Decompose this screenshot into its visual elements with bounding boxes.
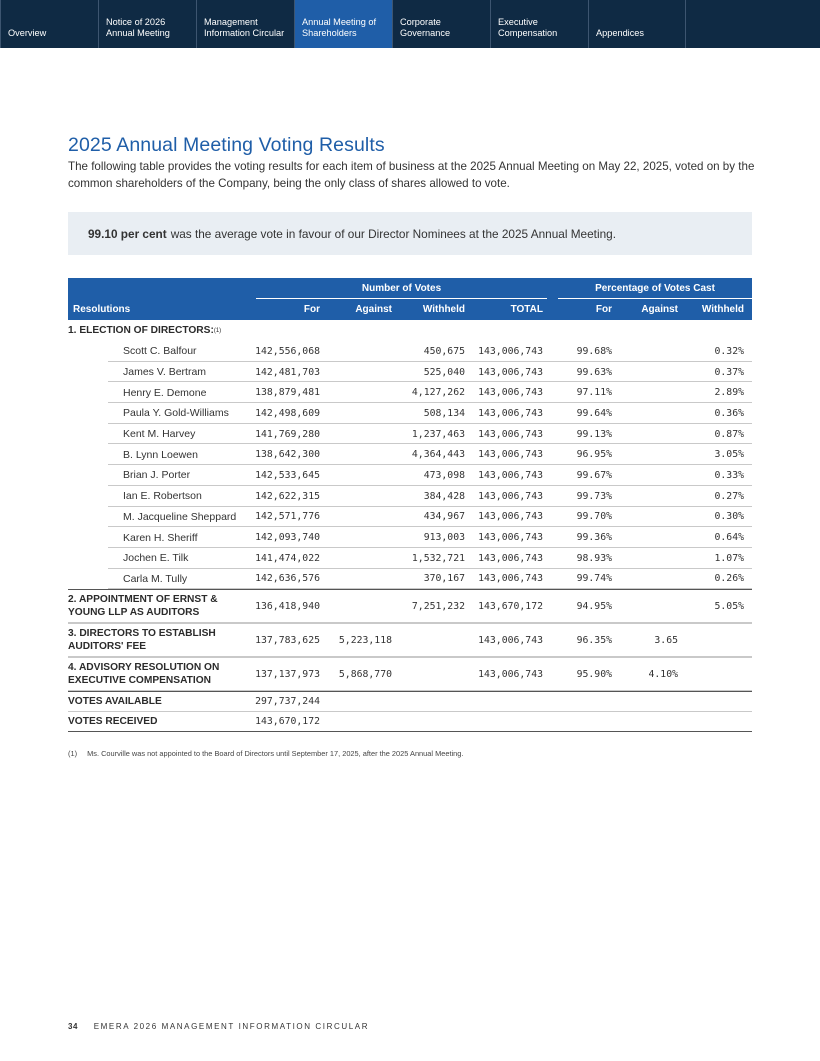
nav-tab-label: Executive Compensation [498,17,558,38]
director-rows [68,341,752,589]
director-row [68,507,752,528]
director-name: M. Jacqueline Sheppard [123,510,237,523]
pct-withheld-cell: 0.26% [714,573,744,585]
votes-total-cell: 143,006,743 [478,634,543,646]
section-election-of-directors [68,320,752,341]
nav-tab-corporate-governance[interactable] [392,0,490,48]
resolution-label: 4. ADVISORY RESOLUTION ON EXECUTIVE COMPENSATION [68,662,220,687]
votes-for-cell: 142,556,068 [255,345,320,357]
votes-available-label: VOTES AVAILABLE [68,696,162,707]
pct-for-cell: 98.93% [576,552,612,564]
footnote-ref: (1) [213,327,222,334]
pct-for-cell: 99.64% [576,407,612,419]
votes-withheld-cell: 1,532,721 [411,552,465,564]
votes-withheld-cell: 7,251,232 [411,600,465,612]
group-header-number-of-votes: Number of Votes [256,278,547,299]
nav-tab-overview[interactable] [0,0,98,48]
votes-for-cell: 137,783,625 [255,634,320,646]
director-row [68,486,752,507]
votes-for-cell: 138,642,300 [255,449,320,461]
top-navigation [0,0,820,48]
col-header-total: TOTAL [510,304,543,315]
page-footer [68,1022,369,1031]
votes-available-row [68,691,752,712]
votes-withheld-cell: 4,364,443 [411,449,465,461]
page-number: 34 [68,1022,78,1031]
votes-against-cell: 5,868,770 [338,668,392,680]
pct-withheld-cell: 1.07% [714,552,744,564]
director-name: Scott C. Balfour [123,345,197,358]
pct-for-cell: 99.67% [576,469,612,481]
nav-tab-notice[interactable] [98,0,196,48]
group-header-percentage: Percentage of Votes Cast [558,278,752,299]
nav-tab-label: Annual Meeting of Shareholders [302,17,377,38]
votes-total-cell: 143,006,743 [478,345,543,357]
resolution-label: 2. APPOINTMENT OF ERNST & YOUNG LLP AS AUDITORS [68,594,218,619]
director-row [68,341,752,362]
col-header-pct-withheld: Withheld [701,304,744,315]
director-row [68,548,752,569]
pct-for-cell: 94.95% [576,600,612,612]
pct-withheld-cell: 2.89% [714,387,744,399]
director-name: Jochen E. Tilk [123,552,189,565]
resolution-row [68,589,752,623]
col-header-for: For [303,304,320,315]
director-row [68,362,752,383]
resolution-row [68,657,752,691]
pct-for-cell: 99.74% [576,573,612,585]
nav-tab-label: Overview [8,28,47,38]
footnote-number: (1) [68,749,78,758]
pct-withheld-cell: 3.05% [714,449,744,461]
footer-document-title: EMERA 2026 MANAGEMENT INFORMATION CIRCULAR [93,1022,370,1031]
votes-received-row [68,712,752,733]
votes-total-cell: 143,006,743 [478,511,543,523]
votes-for-cell: 138,879,481 [255,387,320,399]
votes-for-cell: 142,533,645 [255,469,320,481]
callout-figure: 99.10 per cent [88,226,167,241]
pct-for-cell: 95.90% [576,668,612,680]
pct-for-cell: 99.73% [576,490,612,502]
director-row [68,444,752,465]
director-row [68,569,752,590]
director-row [68,527,752,548]
votes-received-label: VOTES RECEIVED [68,716,158,727]
votes-withheld-cell: 525,040 [423,366,465,378]
votes-available-value: 297,737,244 [255,696,320,707]
highlight-callout [68,212,752,255]
callout-text: was the average vote in favour of our Director Nominees at the 2025 Annual Meeting. [170,226,616,241]
pct-withheld-cell: 5.05% [714,600,744,612]
table-column-header [68,299,752,320]
director-name: James V. Bertram [123,366,207,379]
votes-against-cell: 5,223,118 [338,634,392,646]
votes-for-cell: 141,769,280 [255,428,320,440]
votes-withheld-cell: 1,237,463 [411,428,465,440]
votes-withheld-cell: 384,428 [423,490,465,502]
director-name: Brian J. Porter [123,469,191,482]
votes-total-cell: 143,006,743 [478,668,543,680]
director-row [68,382,752,403]
pct-for-cell: 99.63% [576,366,612,378]
pct-for-cell: 96.95% [576,449,612,461]
section-label: 1. ELECTION OF DIRECTORS: (1) [68,325,222,336]
pct-for-cell: 99.13% [576,428,612,440]
pct-withheld-cell: 0.87% [714,428,744,440]
nav-tab-label: Appendices [596,28,645,38]
votes-total-cell: 143,006,743 [478,428,543,440]
table-group-header [68,278,752,299]
nav-tab-label: Notice of 2026 Annual Meeting [106,17,170,38]
votes-withheld-cell: 913,003 [423,532,465,544]
nav-tab-label: Corporate Governance [400,17,451,38]
director-name: B. Lynn Loewen [123,448,198,461]
nav-tab-management-circular[interactable] [196,0,294,48]
nav-tab-appendices[interactable] [588,0,686,48]
votes-total-cell: 143,006,743 [478,490,543,502]
votes-total-cell: 143,006,743 [478,407,543,419]
votes-withheld-cell: 450,675 [423,345,465,357]
votes-total-cell: 143,006,743 [478,532,543,544]
votes-for-cell: 142,571,776 [255,511,320,523]
pct-withheld-cell: 0.33% [714,469,744,481]
nav-tab-label: Management Information Circular [204,17,285,38]
votes-withheld-cell: 434,967 [423,511,465,523]
votes-withheld-cell: 370,167 [423,573,465,585]
votes-withheld-cell: 4,127,262 [411,387,465,399]
resolution-row [68,623,752,657]
pct-against-cell: 3.65 [654,634,678,646]
pct-for-cell: 99.70% [576,511,612,523]
col-header-resolutions: Resolutions [73,304,131,315]
director-name: Ian E. Robertson [123,490,202,503]
intro-paragraph: The following table provides the voting results for each item of business at the 2025 Annual Meeting on May 22, 2025, voted on by the common shareholders of the Company, being the only class of shares allowed to vote. [68,160,755,190]
pct-withheld-cell: 0.30% [714,511,744,523]
votes-for-cell: 136,418,940 [255,600,320,612]
pct-withheld-cell: 0.27% [714,490,744,502]
votes-for-cell: 142,093,740 [255,532,320,544]
director-row [68,403,752,424]
votes-total-cell: 143,006,743 [478,469,543,481]
votes-total-cell: 143,006,743 [478,366,543,378]
col-header-pct-for: For [595,304,612,315]
votes-for-cell: 142,498,609 [255,407,320,419]
votes-total-cell: 143,006,743 [478,552,543,564]
votes-total-cell: 143,006,743 [478,387,543,399]
col-header-withheld: Withheld [422,304,465,315]
votes-withheld-cell: 473,098 [423,469,465,481]
pct-withheld-cell: 0.64% [714,532,744,544]
footnote [68,749,463,758]
page-title: 2025 Annual Meeting Voting Results [68,134,385,156]
votes-total-cell: 143,670,172 [478,600,543,612]
director-name: Carla M. Tully [123,572,188,585]
footnote-text: Ms. Courville was not appointed to the Board of Directors until September 17, 2025, after the 2025 Annual Meeting. [87,749,464,758]
votes-total-cell: 143,006,743 [478,449,543,461]
pct-withheld-cell: 0.32% [714,345,744,357]
col-header-pct-against: Against [641,304,678,315]
pct-for-cell: 97.11% [576,387,612,399]
votes-received-value: 143,670,172 [255,716,320,727]
nav-tab-annual-meeting[interactable] [294,0,392,48]
director-name: Karen H. Sheriff [123,531,198,544]
pct-against-cell: 4.10% [648,668,678,680]
director-row [68,465,752,486]
votes-for-cell: 142,481,703 [255,366,320,378]
pct-for-cell: 96.35% [576,634,612,646]
votes-for-cell: 141,474,022 [255,552,320,564]
nav-tab-executive-compensation[interactable] [490,0,588,48]
col-header-against: Against [355,304,392,315]
pct-for-cell: 99.68% [576,345,612,357]
pct-withheld-cell: 0.37% [714,366,744,378]
pct-for-cell: 99.36% [576,532,612,544]
voting-results-table [68,278,752,732]
votes-for-cell: 137,137,973 [255,668,320,680]
votes-for-cell: 142,622,315 [255,490,320,502]
votes-withheld-cell: 508,134 [423,407,465,419]
resolution-rows [68,589,752,691]
votes-total-cell: 143,006,743 [478,573,543,585]
resolution-label: 3. DIRECTORS TO ESTABLISH AUDITORS' FEE [68,628,216,653]
director-name: Kent M. Harvey [123,428,196,441]
pct-withheld-cell: 0.36% [714,407,744,419]
director-name: Paula Y. Gold-Williams [123,407,229,420]
director-name: Henry E. Demone [123,386,207,399]
director-row [68,424,752,445]
votes-for-cell: 142,636,576 [255,573,320,585]
